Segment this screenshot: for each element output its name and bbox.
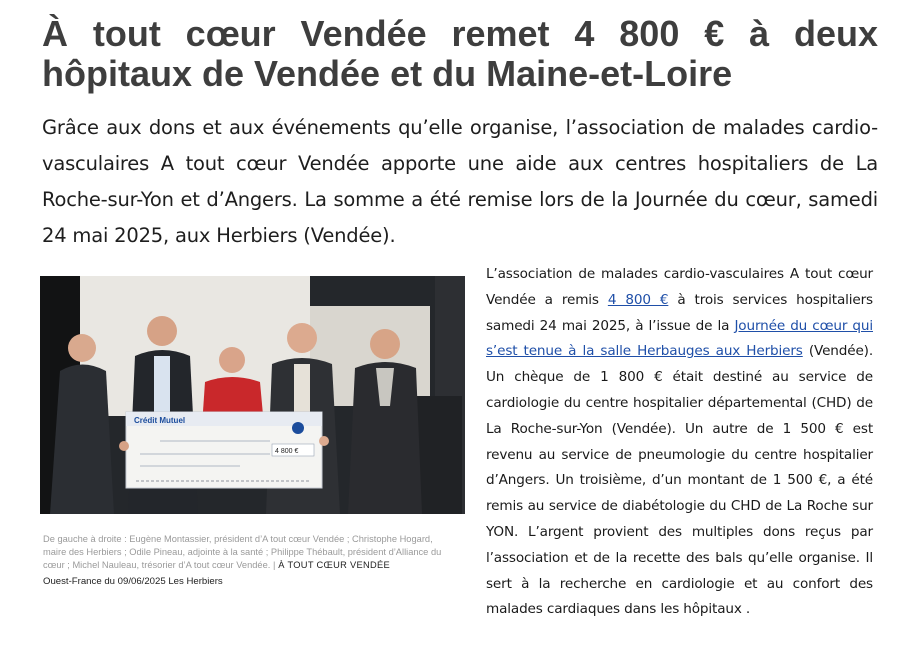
cheque-bank-name: Crédit Mutuel xyxy=(134,416,186,425)
article-lead: Grâce aux dons et aux événements qu’elle organise, l’association de malades cardio-vasculaires A tout cœur Vendée apporte une aide aux centres hospitaliers de La Roche-sur-Yon et d’Angers. La somme a été remise lors de la Journée du cœur, samedi 24 mai 2025, aux Herbiers (Vendée). xyxy=(42,116,878,247)
article-title xyxy=(42,14,878,94)
body-text-2: à trois services hospitaliers samedi 24 mai 2025, à l’issue de la xyxy=(486,291,873,334)
journee-du-coeur-link[interactable]: Journée du cœur qui s’est tenue à la salle Herbauges aux Herbiers xyxy=(486,317,873,360)
body-text-1: L’association de malades cardio-vasculaires A tout cœur Vendée a remis xyxy=(486,266,873,308)
photo-caption xyxy=(43,533,457,572)
article-photo xyxy=(40,276,465,514)
cheque-amount: 4 800 € xyxy=(275,448,299,455)
article-title-line1: À tout cœur Vendée remet 4 800 € à deux xyxy=(42,13,878,54)
body-text-3: (Vendée). Un chèque de 1 800 € était destiné au service de cardiologie du centre hospitalier départemental (CHD) de La Roche-sur-Yon (Vendée). Un autre de 1 500 € est revenu au service de pneumologie du centre hospitalier d’Angers. Un troisième, d’un montant de 1 500 €, a été remis au service de diabétologie du CHD de La Roche sur YON. L’argent provient des multiples dons reçus par l’association et de la recette des bals qu’elle organise. Il sert à la recherche en cardiologie et au confort des malades cardiaques dans les hôpitaux . xyxy=(486,343,873,618)
photo-caption-tag: À TOUT CŒUR VENDÉE xyxy=(275,560,391,570)
article-title-line2: hôpitaux de Vendée et du Maine-et-Loire xyxy=(42,53,733,94)
amount-link[interactable]: 4 800 € xyxy=(607,291,669,308)
article-source: Ouest-France du 09/06/2025 Les Herbiers xyxy=(43,576,223,587)
photo-caption-text: De gauche à droite : Eugène Montassier, président d’A tout cœur Vendée ; Christophe Hogard, maire des Herbiers ; Odile Pineau, adjointe à la santé ; Philippe Thébault, président d’Alliance du cœur ; Michel Nauleau, trésorier d’A tout cœur Vendée. | xyxy=(43,534,442,570)
article-body xyxy=(486,262,873,623)
